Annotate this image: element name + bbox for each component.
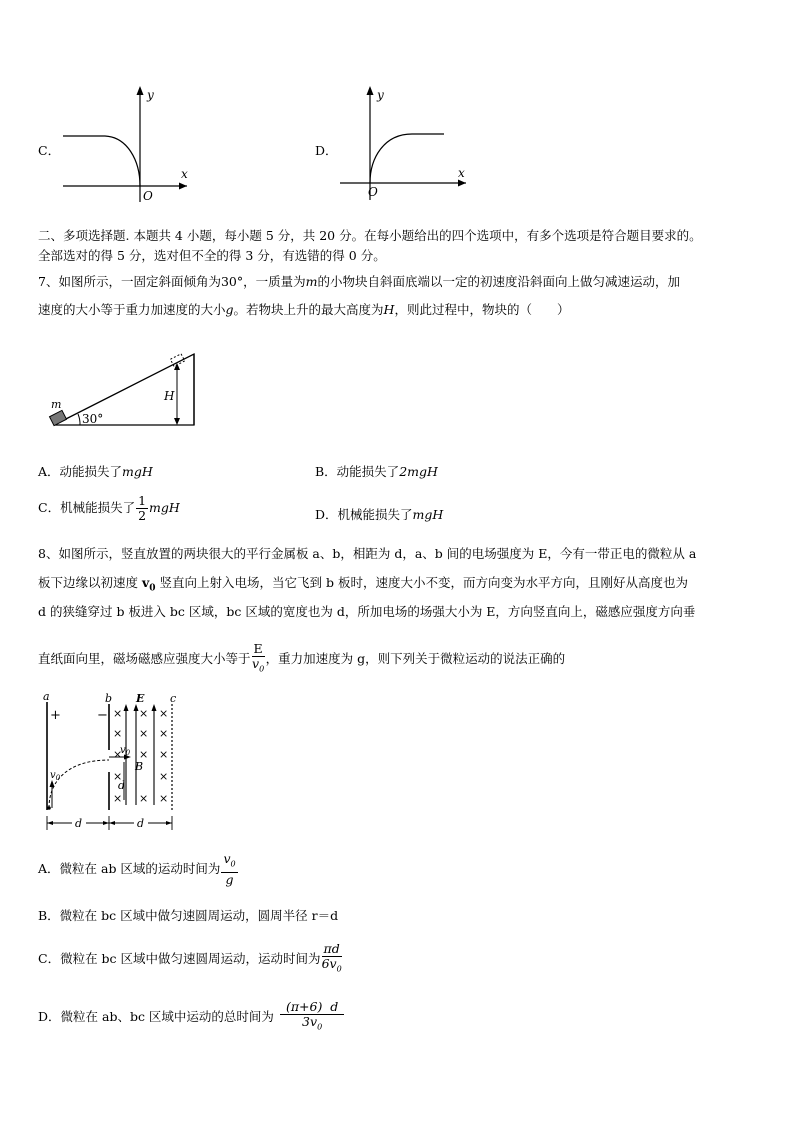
- q8-option-b[interactable]: B．微粒在 bc 区域中做匀速圆周运动，圆周半径 r＝d: [38, 908, 339, 923]
- option-text: C．机械能损失了: [38, 500, 136, 515]
- option-text: A．动能损失了: [38, 464, 123, 479]
- label-E: E: [136, 692, 145, 705]
- graph-d: [332, 82, 472, 207]
- particle: [47, 806, 51, 810]
- block-bottom: [49, 410, 66, 425]
- q7-option-d[interactable]: [315, 505, 443, 523]
- plus-sign: +: [50, 708, 61, 723]
- q8-text: 竖直向上射入电场，当它飞到 b 板时，速度大小不变，而方向变为水平方向，且刚好从高度也为: [155, 575, 688, 590]
- option-d-label: D．: [315, 143, 338, 158]
- particle-trajectory: [49, 760, 109, 808]
- option-text: B．动能损失了: [315, 464, 400, 479]
- section-two-line2: 全部选对的得 5 分，选对但不全的得 3 分，有选错的得 0 分。: [38, 248, 386, 263]
- x-label: x: [458, 166, 465, 180]
- label-c: c: [170, 692, 177, 705]
- incline-figure: [44, 348, 204, 433]
- q7-angle: 30°: [220, 274, 244, 289]
- option-expr: 2mgH: [399, 464, 438, 479]
- svg-text:×: ×: [113, 748, 123, 761]
- option-text: D．机械能损失了: [315, 507, 413, 522]
- q8-option-d[interactable]: [38, 1000, 345, 1035]
- v0-label-left: $v_0$: [50, 770, 61, 782]
- origin-label: O: [143, 189, 153, 203]
- q8-v0: $v_0$: [141, 575, 156, 594]
- origin-label: O: [368, 185, 378, 199]
- q8-line4: [38, 642, 565, 677]
- option-text: D．微粒在 ab、bc 区域中运动的总时间为: [38, 1008, 274, 1024]
- option-expr: mgH: [149, 500, 180, 515]
- x-axis-arrow: [458, 180, 466, 187]
- height-label: H: [164, 389, 175, 403]
- q8-line1: 8、如图所示，竖直放置的两块很大的平行金属板 a、b，相距为 d，a、b 间的电场强度为 E，今有一带正电的微粒从 a: [38, 546, 697, 561]
- fraction-v0-over-g: $\frac{v_0}{g}$: [223, 851, 236, 887]
- svg-text:×: ×: [159, 727, 169, 740]
- q7-line1: [38, 272, 680, 290]
- y-axis-arrow: [367, 86, 374, 95]
- svg-text:×: ×: [113, 707, 123, 720]
- angle-arc: [78, 414, 80, 425]
- svg-text:×: ×: [159, 770, 169, 783]
- label-B: B: [135, 760, 144, 773]
- field-figure: [34, 690, 194, 835]
- q7-option-b[interactable]: [315, 462, 438, 480]
- v0-label-top: $v_0$: [120, 745, 131, 757]
- svg-text:×: ×: [159, 792, 169, 805]
- option-c-label: C．: [38, 143, 61, 158]
- y-label: y: [147, 88, 154, 102]
- label-b: b: [105, 692, 113, 705]
- q7-text: 的小物块自斜面底端以一定的初速度沿斜面向上做匀减速运动，加: [317, 274, 681, 289]
- q7-option-a[interactable]: [38, 462, 153, 480]
- svg-text:×: ×: [113, 770, 123, 783]
- q7-text: ，则此过程中，物块的（ ）: [394, 302, 570, 317]
- q8-option-c[interactable]: [38, 942, 343, 977]
- q8-text: 板下边缘以初速度: [38, 575, 142, 590]
- x-label: x: [181, 167, 188, 181]
- svg-text:×: ×: [113, 727, 123, 740]
- q8-text: 直纸面向里，磁场磁感应强度大小等于: [38, 650, 251, 666]
- height-arrow-bottom: [174, 418, 180, 425]
- d-label-bc: d: [137, 817, 145, 830]
- section-two-line1: 二、多项选择题. 本题共 4 小题，每小题 5 分，共 20 分。在每小题给出的四个选项中，有多个选项是符合题目要求的。: [38, 228, 702, 243]
- q7-text: 7、如图所示，一固定斜面倾角为: [38, 274, 221, 289]
- d-label-slit: d: [118, 779, 126, 792]
- fraction-pid-over-6v0: $\frac{\pi d}{6v_0}$: [321, 941, 342, 974]
- q7-text: ，一质量为: [243, 274, 306, 289]
- y-label: y: [377, 88, 384, 102]
- q7-mass: m: [305, 274, 318, 289]
- y-axis-arrow: [137, 86, 144, 95]
- svg-text:×: ×: [159, 748, 169, 761]
- mass-label: m: [51, 398, 62, 411]
- svg-text:×: ×: [159, 707, 169, 720]
- curve: [63, 136, 140, 186]
- d-label-ab: d: [75, 817, 83, 830]
- option-expr: mgH: [412, 507, 444, 522]
- fraction-e-over-v0: $\frac{E}{v_0}$: [252, 641, 265, 674]
- q8-text: ，重力加速度为 g，则下列关于微粒运动的说法正确的: [265, 650, 566, 666]
- q8-line3: d 的狭缝穿过 b 板进入 bc 区域，bc 区域的宽度也为 d，所加电场的场强大小为 E，方向竖直向上，磁感应强度方向垂: [38, 604, 696, 619]
- q7-g: g: [225, 302, 234, 317]
- svg-text:×: ×: [139, 707, 149, 720]
- q8-option-a[interactable]: [38, 852, 239, 887]
- curve: [370, 134, 444, 183]
- option-text: A．微粒在 ab 区域的运动时间为: [38, 860, 221, 876]
- q7-text: 速度的大小等于重力加速度的大小: [38, 302, 226, 317]
- option-expr: mgH: [122, 464, 153, 479]
- svg-text:×: ×: [139, 727, 149, 740]
- label-a: a: [43, 690, 50, 703]
- svg-text:×: ×: [113, 792, 123, 805]
- q7-text: 。若物块上升的最大高度为: [233, 302, 384, 317]
- svg-text:×: ×: [139, 792, 149, 805]
- q7-option-c[interactable]: [38, 494, 180, 523]
- option-text: C．微粒在 bc 区域中做匀速圆周运动，运动时间为: [38, 950, 321, 966]
- q7-height: H: [383, 302, 395, 317]
- x-axis-arrow: [179, 183, 187, 190]
- fraction-half: $\frac{1}{2}$: [138, 493, 147, 523]
- q8-line2: [38, 573, 688, 594]
- svg-text:×: ×: [139, 748, 149, 761]
- graph-c: [55, 82, 195, 207]
- minus-sign: −: [97, 708, 108, 723]
- q7-line2: [38, 300, 569, 318]
- angle-label: 30°: [82, 412, 104, 426]
- fraction-total-time: $\frac{(\pi+6) d}{3v_0}$: [280, 1000, 344, 1035]
